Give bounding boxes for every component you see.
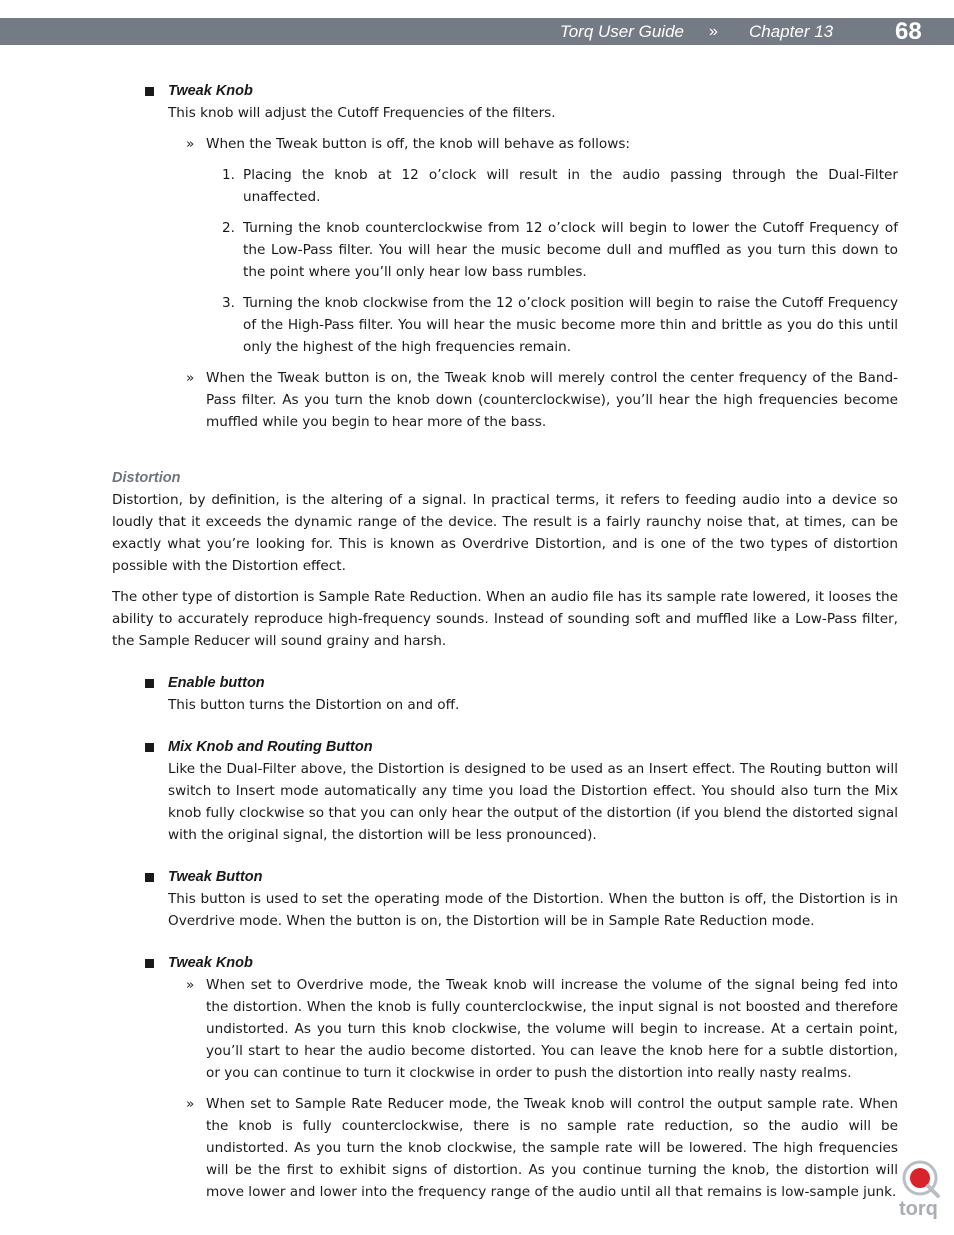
sub-marker: »	[186, 1096, 195, 1112]
enable-button-heading: Enable button	[112, 672, 898, 694]
header-separator: »	[709, 23, 718, 40]
page-header	[0, 18, 954, 45]
guide-title: Torq User Guide	[559, 22, 684, 41]
mix-knob-desc: Like the Dual-Filter above, the Distortion is designed to be used as an Insert effect. The Routing button will switch to Insert mode automatically any time you load the Distortion effect. You should also turn the Mix knob fully clockwise so that you can only hear the output of the distortion (if you blend the distorted signal with the original signal, the distortion will be less pronounced).	[168, 761, 898, 843]
tweak-knob-desc: This knob will adjust the Cutoff Frequencies of the filters.	[168, 105, 556, 121]
tweak-knob-heading: Tweak Knob	[112, 80, 898, 102]
item-number: 2.	[222, 220, 235, 236]
bullet-square	[145, 743, 154, 752]
sub-marker: »	[186, 136, 195, 152]
numbered-item: 2. Turning the knob counterclockwise from 12 o’clock will begin to lower the Cutoff Frequency of the Low-Pass filter. You will hear the music become dull and muffled as you turn this down to the point where you’ll only hear low bass rumbles.	[112, 217, 898, 283]
chapter-label: Chapter 13	[749, 22, 834, 41]
section-title-distortion: Distortion	[112, 470, 181, 486]
sub-item: » When the Tweak button is on, the Tweak knob will merely control the center frequency of the Band-Pass filter. As you turn the knob down (counterclockwise), you’ll hear the high frequencies become muffled while you begin to hear more of the bass.	[112, 367, 898, 433]
bullet-square	[145, 873, 154, 882]
bullet-square	[145, 679, 154, 688]
numbered-item: 3. Turning the knob clockwise from the 12 o’clock position will begin to raise the Cutoff Frequency of the High-Pass filter. You will hear the music become more thin and brittle as you do this until only the highest of the high frequencies remain.	[112, 292, 898, 358]
distortion-para-2: The other type of distortion is Sample Rate Reduction. When an audio file has its sample rate lowered, it looses the ability to accurately reproduce high-frequency sounds. Instead of sounding soft and muffled like a Low-Pass filter, the Sample Reducer will sound grainy and harsh.	[112, 589, 898, 649]
page-content	[112, 80, 898, 1203]
torq-logo	[898, 1160, 944, 1224]
sub-item: » When the Tweak button is off, the knob will behave as follows:	[112, 133, 898, 155]
item-number: 3.	[222, 295, 235, 311]
bullet-square	[145, 959, 154, 968]
enable-button-desc: This button turns the Distortion on and off.	[168, 697, 460, 713]
page-number: 68	[895, 18, 922, 45]
tweak-button-heading: Tweak Button	[112, 866, 898, 888]
mix-knob-heading: Mix Knob and Routing Button	[112, 736, 898, 758]
tweak-button-desc: This button is used to set the operating mode of the Distortion. When the button is off, the Distortion is in Overdrive mode. When the button is on, the Distortion will be in Sample Rate Reduction mode.	[168, 891, 898, 929]
tweak-knob-2-heading: Tweak Knob	[112, 952, 898, 974]
logo-wordmark: torq	[899, 1198, 938, 1220]
sub-marker: »	[186, 977, 195, 993]
sub-item: » When set to Overdrive mode, the Tweak knob will increase the volume of the signal being fed into the distortion. When the knob is fully counterclockwise, the input signal is not boosted and therefore undistorted. As you turn this knob clockwise, the volume will begin to increase. At a certain point, you’ll start to hear the audio become distorted. You can leave the knob here for a subtle distortion, or you can continue to turn it clockwise in order to push the distortion into really nasty realms.	[112, 974, 898, 1084]
sub-item: » When set to Sample Rate Reducer mode, the Tweak knob will control the output sample rate. When the knob is fully counterclockwise, there is no sample rate reduction, so the audio will be undistorted. As you turn the knob clockwise, the sample rate will be lowered. The high frequencies will be the first to exhibit signs of distortion. As you continue turning the knob, the distortion will move lower and lower into the frequency range of the audio until all that remains is low-sample junk.	[112, 1093, 898, 1203]
distortion-para-1: Distortion, by definition, is the altering of a signal. In practical terms, it refers to feeding audio into a device so loudly that it exceeds the dynamic range of the device. The result is a fairly raunchy noise that, at times, can be exactly what you’re looking for. This is known as Overdrive Distortion, and is one of the two types of distortion possible with the Distortion effect.	[112, 492, 898, 574]
numbered-item: 1. Placing the knob at 12 o’clock will result in the audio passing through the Dual-Filter unaffected.	[112, 164, 898, 208]
sub-marker: »	[186, 370, 195, 386]
bullet-square	[145, 87, 154, 96]
item-number: 1.	[222, 167, 235, 183]
